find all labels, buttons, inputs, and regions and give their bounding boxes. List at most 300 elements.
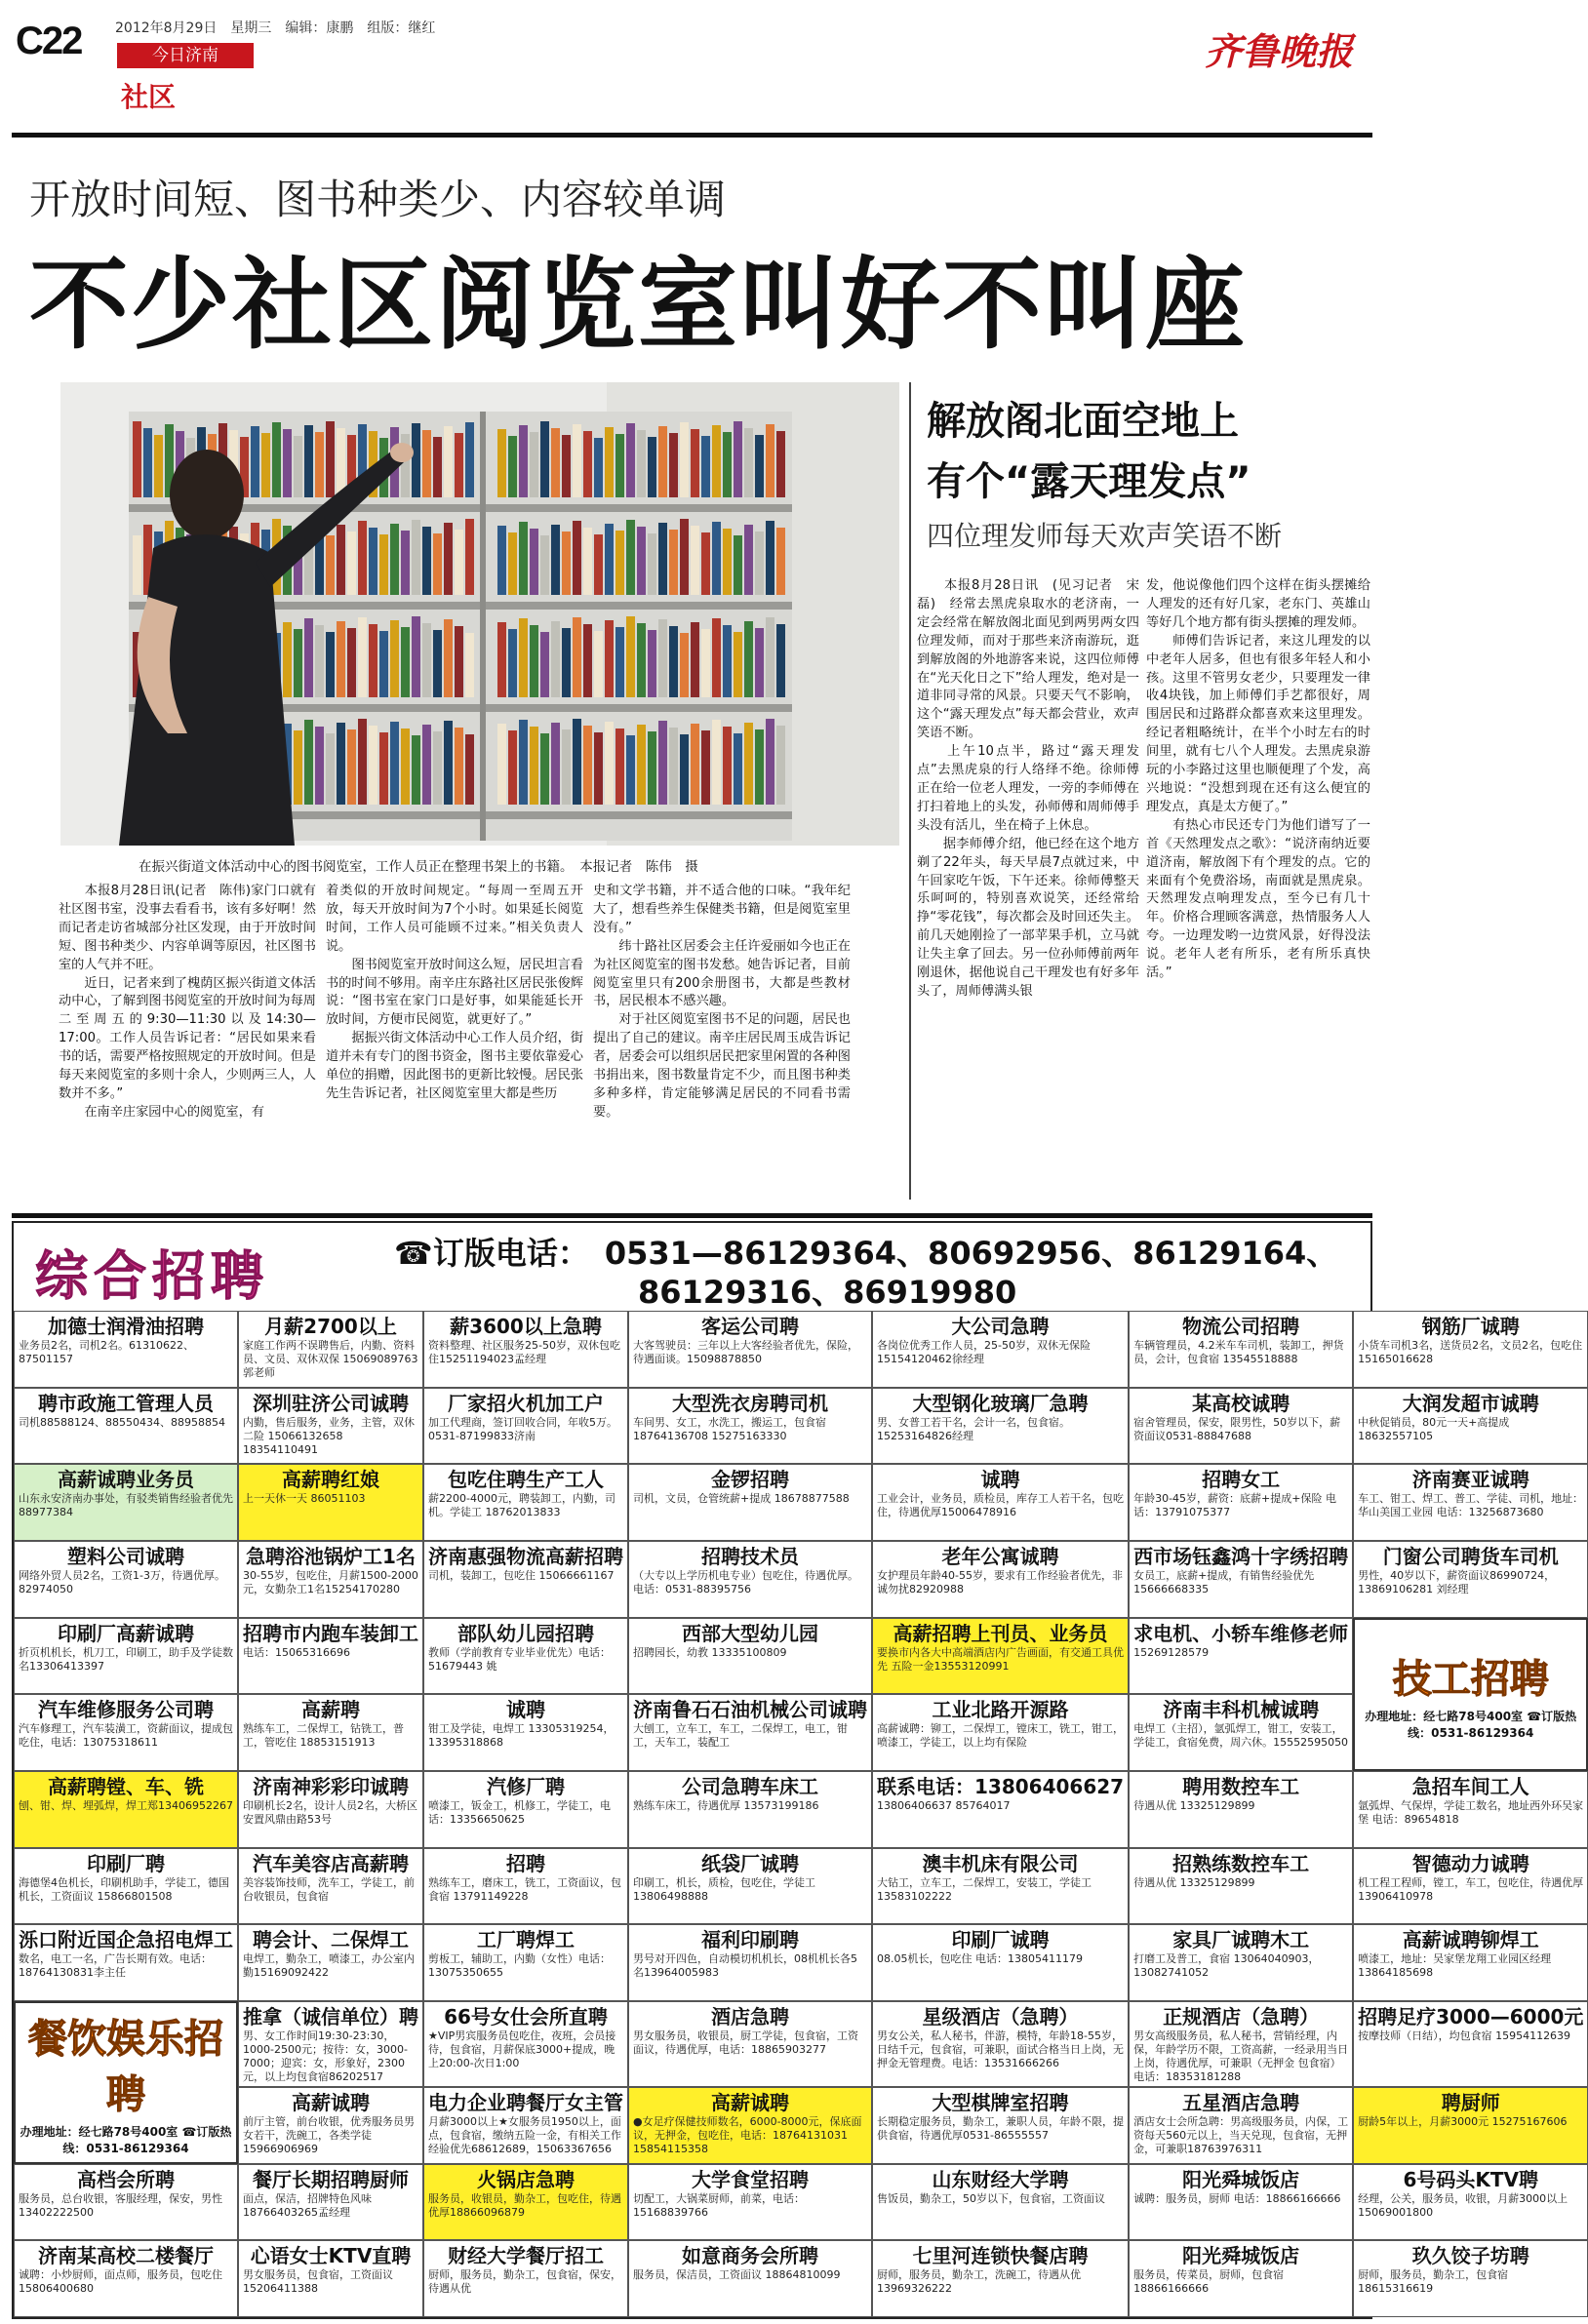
book-spine	[744, 428, 753, 497]
ad-title: 高薪聘镗、车、铣	[48, 1774, 204, 1798]
ad-body: 月薪3000以上★女服务员1950以上，面点，包食宿，缴纳五险一金，有相关工作经验优先68612689，15063367656	[428, 2114, 621, 2155]
ad-body: 经理，公关，服务员，收银，月薪3000以上 15069001800	[1358, 2191, 1568, 2219]
book-spine	[648, 731, 656, 805]
ad-body: 前厅主管，前台收银，优秀服务员男女若干，洗碗工，各类学徒 15966906969	[243, 2114, 415, 2155]
ad-title: 汽车美容店高薪聘	[253, 1851, 409, 1875]
book-spine	[691, 429, 699, 497]
book-spine	[766, 424, 774, 497]
ad-title: 济南鲁石石油机械公司诚聘	[633, 1698, 867, 1722]
ad-title: 汽车维修服务公司聘	[38, 1698, 214, 1722]
ad-title: 阳光舜城饭店	[1182, 2244, 1300, 2268]
ad-title: 客运公司聘	[701, 1315, 799, 1338]
ad-body: 氩弧焊、气保焊，学徒工数名，地址西外环吴家堡 电话：89654818	[1358, 1798, 1584, 1826]
ad-body: 大钻工，立车工，二保焊工，安装工，学徒工 13583102222	[877, 1875, 1092, 1903]
ad-title: 加德士润滑油招聘	[48, 1315, 204, 1338]
book-spine	[573, 617, 581, 697]
book-spine	[583, 624, 592, 697]
ad-cell	[238, 1618, 423, 1695]
ad-title: 电力企业聘餐厅女主管	[428, 2090, 623, 2114]
ad-cell	[1129, 1924, 1353, 2001]
ad-title: 福利印刷聘	[701, 1928, 799, 1952]
ad-cell	[14, 1848, 238, 1925]
article-subhead: 开放时间短、图书种类少、内容较单调	[29, 176, 727, 223]
ad-body: 男女公关，私人秘书，伴游，模特，年龄18-55岁，日结千元，包食宿，可兼职，面试合格当日上岗，无押金无管理费。电话：13531666266	[877, 2029, 1124, 2069]
book-spine	[326, 535, 335, 595]
book-spine	[337, 428, 345, 497]
ad-body: 小货车司机3名，送货员2名，文员2名，包吃住15165016628	[1358, 1339, 1583, 1365]
book-spine	[455, 728, 463, 805]
ad-cell	[14, 1771, 238, 1848]
ad-body: 男女服务员，包食宿，工资面议 15206411388	[243, 2268, 393, 2296]
ad-cell	[238, 1771, 423, 1848]
ad-cell	[872, 1541, 1129, 1618]
ad-title: 物流公司招聘	[1182, 1315, 1300, 1338]
ad-cell	[14, 1464, 238, 1541]
ad-cell	[872, 1924, 1129, 2001]
ad-title: 深圳驻济公司诚聘	[253, 1391, 409, 1415]
ad-cell	[872, 1388, 1129, 1465]
ad-cell	[628, 1388, 872, 1465]
book-spine	[626, 423, 635, 497]
ad-body: 司机88588124、88550434、88958854	[19, 1415, 225, 1429]
ad-title: 山东财经大学聘	[932, 2167, 1069, 2191]
ad-title: 心语女士KTV直聘	[250, 2244, 412, 2268]
ad-title: 工厂聘焊工	[477, 1928, 575, 1952]
ad-title: 聘用数控车工	[1182, 1774, 1300, 1798]
book-spine	[648, 437, 656, 497]
ad-cell	[872, 2164, 1129, 2241]
book-spine	[444, 721, 453, 805]
ad-body: 女员工，底薪+提成，有销售经验优先15666668335	[1133, 1568, 1315, 1595]
book-spine	[455, 626, 463, 697]
book-spine	[379, 534, 388, 595]
ad-cell	[14, 1694, 238, 1771]
book-spine	[605, 427, 614, 497]
page-number: C22	[16, 20, 82, 62]
ad-cell	[628, 1771, 872, 1848]
ads-title: 综合招聘	[35, 1245, 269, 1307]
ad-title: 大型钢化玻璃厂急聘	[912, 1391, 1089, 1415]
ad-title: 济南某高校二楼餐厅	[38, 2244, 214, 2268]
book-spine	[562, 729, 571, 805]
book-spine	[401, 627, 410, 697]
ad-body: 待遇从优 13325129899	[1133, 1798, 1255, 1812]
ad-title: 急招车间工人	[1411, 1774, 1529, 1798]
book-spine	[530, 727, 538, 805]
book-spine	[637, 430, 646, 497]
book-spine	[562, 435, 571, 497]
ad-promo-block	[1353, 1618, 1588, 1771]
article-column-3: 史和文学书籍，并不适合他的口味。“我年纪大了，想看些养生保健类书籍，但是阅览室里没有。” 纬十路社区居委会主任许爱丽如今也正在为社区阅览室的图书发愁。她告诉记者，目前阅览室里只有200余册图书，大都是些教材书，居民根本不感兴趣。 对于社区阅览室图书不足的问题，居民也提出了自己的建议。南辛庄居民周玉成告诉记者，居委会可以组织居民把家里闲置的各种图书捐出来，图书数量肯定不少，而且图书种类多种多样，肯定能够满足居民的不同看书需要。	[593, 884, 851, 1120]
book-spine	[755, 435, 764, 497]
book-spine	[422, 725, 431, 805]
ad-title: 火锅店急聘	[477, 2167, 575, 2191]
ad-title: 汽修厂聘	[487, 1774, 565, 1798]
book-spine	[337, 621, 345, 697]
book-spine	[358, 719, 367, 805]
ad-cell	[628, 1924, 872, 2001]
book-spine	[154, 435, 163, 497]
ad-cell	[628, 2087, 872, 2164]
ad-cell	[872, 1311, 1129, 1388]
book-spine	[691, 526, 699, 595]
ad-title: 高薪招聘上刊员、业务员	[893, 1621, 1108, 1645]
ad-cell	[423, 1848, 628, 1925]
ad-body: （大专以上学历机电专业）包吃住，待遇优厚。电话：0531-88395756	[633, 1568, 858, 1595]
book-spine	[648, 533, 656, 595]
ad-promo-info: 办理地址：经七路78号400室 ☎订版热线：0531-86129364	[20, 2125, 232, 2156]
ad-cell	[1129, 1771, 1353, 1848]
ad-cell	[14, 1311, 238, 1388]
ad-title: 招聘女工	[1202, 1468, 1281, 1492]
book-spine	[455, 530, 463, 595]
ad-cell	[423, 1541, 628, 1618]
ad-title: 急聘浴池锅炉工1名	[246, 1544, 416, 1568]
ad-body: ★VIP男宾服务员包吃住，夜班，会员接待，包食宿，月薪保底3000+提成，晚上20:00-次日1:00	[428, 2029, 616, 2069]
ad-body: 厨龄5年以上，月薪3000元 15275167606	[1358, 2114, 1568, 2128]
book-spine	[465, 633, 474, 697]
ad-title: 济南赛亚诚聘	[1411, 1468, 1529, 1492]
book-spine	[272, 422, 281, 497]
ad-title: 推拿（诚信单位）聘	[243, 2004, 418, 2029]
book-spine	[326, 632, 335, 697]
book-spine	[615, 531, 624, 595]
book-spine	[294, 730, 302, 805]
ad-body: 喷漆工，钣金工，机修工，学徒工，电话：13356650625	[428, 1798, 611, 1826]
ad-cell	[628, 1541, 872, 1618]
ad-body: 诚聘：服务员，厨师 电话：18866166666	[1133, 2191, 1341, 2205]
ad-body: 家庭工作两不误聘售后，内勤、资料员、文员、双休双保 15069089763郭老师	[243, 1339, 418, 1379]
ad-body: ●女足疗保健技师数名，6000-8000元，保底面议，无押金，包吃住，电话：18764131031 15854115358	[633, 2114, 862, 2155]
ad-body: 15269128579	[1133, 1645, 1210, 1659]
book-spine	[358, 617, 367, 697]
ad-title: 济南神彩彩印诚聘	[253, 1774, 409, 1798]
ad-body: 海德堡4色机长，印刷机助手，学徒工，德国机长，工资面议 15866801508	[19, 1875, 229, 1903]
ad-body: 大刨工，立车工，车工，二保焊工，电工，钳工，天车工，装配工	[633, 1722, 848, 1750]
ad-title: 大润发超市诚聘	[1402, 1391, 1539, 1415]
ad-body: 网络外贸人员2名，工资1-3万，待遇优厚。82974050	[19, 1568, 225, 1595]
book-spine	[283, 622, 292, 697]
book-spine	[326, 733, 335, 805]
book-spine	[648, 630, 656, 697]
ad-cell	[1353, 1848, 1588, 1925]
ad-cell	[238, 1694, 423, 1771]
book-spine	[497, 526, 506, 595]
ad-cell	[872, 1464, 1129, 1541]
book-spine	[691, 622, 699, 697]
ad-title: 6号码头KTV聘	[1403, 2167, 1539, 2191]
book-spine	[530, 432, 538, 497]
ad-title: 塑料公司诚聘	[67, 1544, 184, 1568]
ad-cell	[238, 2001, 423, 2087]
book-spine	[390, 722, 399, 805]
ad-body: 宿舍管理员，保安，限男性，50岁以下，薪资面议0531-88847688	[1133, 1415, 1341, 1442]
ad-cell	[238, 2240, 423, 2317]
book-spine	[358, 521, 367, 595]
ad-cell	[423, 2001, 628, 2087]
book-spine	[304, 425, 313, 497]
book-spine	[776, 528, 785, 595]
ad-body: 车工、钳工、焊工、普工、学徒、司机，地址：华山美国工业园 电话：13256873680	[1358, 1492, 1584, 1519]
ad-body: 酒店女士会所急聘：男高级服务员，内保，工资每天560元以上，当天兑现，包食宿，无押金，可兼职18763976311	[1133, 2114, 1349, 2155]
book-spine	[508, 730, 517, 805]
ad-body: 男、女普工若干名，会计一名，包食宿。15253164826经理	[877, 1415, 1070, 1442]
ad-title: 餐厅长期招聘厨师	[253, 2167, 409, 2191]
ad-body: 剪板工，辅助工，内勤（女性）电话：13075350655	[428, 1952, 611, 1980]
book-spine	[412, 423, 420, 497]
ad-body: 服务员，保洁员，工资面议 18864810099	[633, 2268, 841, 2282]
book-spine	[680, 422, 689, 497]
ad-body: 熟练车工，二保焊工，钻铣工，普工，管吃住 18853151913	[243, 1722, 404, 1750]
book-spine	[744, 525, 753, 595]
book-spine	[304, 720, 313, 805]
ad-cell	[423, 1464, 628, 1541]
ad-cell	[628, 1311, 872, 1388]
book-spine	[734, 632, 742, 697]
ad-title: 高薪诚聘铆焊工	[1402, 1928, 1539, 1952]
ad-cell	[628, 2240, 872, 2317]
book-spine	[304, 618, 313, 697]
book-spine	[712, 522, 721, 595]
book-spine	[369, 624, 377, 697]
ad-title: 如意商务会所聘	[682, 2244, 818, 2268]
book-spine	[369, 528, 377, 595]
book-spine	[573, 521, 581, 595]
book-spine	[562, 628, 571, 697]
ad-body: 男性，40岁以下，薪资面议86990724，13869106281 刘经理	[1358, 1568, 1556, 1595]
book-spine	[658, 619, 667, 697]
book-spine	[680, 734, 689, 805]
book-spine	[734, 421, 742, 497]
ads-banner	[14, 1223, 1370, 1311]
ad-title: 纸袋厂诚聘	[701, 1851, 799, 1875]
ad-cell	[1129, 1311, 1353, 1388]
book-spine	[583, 726, 592, 805]
ad-cell	[1353, 2164, 1588, 2241]
ad-cell	[14, 1618, 238, 1695]
ad-cell	[1129, 2164, 1353, 2241]
ad-body: 切配工，大锅菜厨师，前菜，电话：15168839766	[633, 2191, 805, 2219]
ad-body: 诚聘：小炒厨师，面点师，服务员，包吃住 15806400680	[19, 2268, 222, 2296]
book-spine	[540, 733, 549, 805]
book-spine	[573, 424, 581, 497]
book-spine	[712, 720, 721, 805]
ad-cell	[423, 2164, 628, 2241]
ad-cell	[1353, 2001, 1588, 2087]
ad-cell	[14, 1924, 238, 2001]
book-spine	[551, 428, 560, 497]
ad-body: 待遇从优 13325129899	[1133, 1875, 1255, 1889]
ad-body: 服务员，总台收银，客服经理，保安，男性 13402222500	[19, 2191, 222, 2219]
book-spine	[379, 631, 388, 697]
ad-cell	[1129, 1464, 1353, 1541]
book-spine	[401, 531, 410, 595]
ad-title: 高薪聘	[301, 1698, 360, 1722]
ad-title: 智德动力诚聘	[1411, 1851, 1529, 1875]
ad-cell	[1353, 1924, 1588, 2001]
book-spine	[680, 633, 689, 697]
ads-phone-line-1: ☎订版电话： 0531—86129364、80692956、86129164、	[394, 1235, 1338, 1272]
ad-title: 老年公寓诚聘	[941, 1544, 1059, 1568]
ad-body: 男、女工作时间19:30-23:30，1000-2500元；按待：女，3000-7000；迎宾：女，形象好，2300元，以上均包食宿86202517	[243, 2029, 408, 2083]
header-divider	[12, 133, 1372, 138]
book-spine	[347, 628, 356, 697]
ad-cell	[423, 1924, 628, 2001]
ad-title: 正规酒店（急聘）	[1163, 2004, 1320, 2029]
book-spine	[669, 728, 678, 805]
ads-divider	[12, 1213, 1372, 1218]
ad-body: 13806406637 85764017	[877, 1798, 1011, 1812]
ad-body: 上一天休一天 86051103	[243, 1492, 366, 1506]
ad-cell	[238, 2164, 423, 2241]
classified-ads	[12, 1221, 1584, 2319]
book-spine	[315, 432, 324, 497]
book-spine	[669, 626, 678, 697]
ad-cell	[872, 2087, 1129, 2164]
ad-title: 金锣招聘	[711, 1468, 789, 1492]
book-spine	[755, 729, 764, 805]
book-spine	[755, 532, 764, 595]
book-spine	[583, 528, 592, 595]
ad-cell	[872, 1618, 1129, 1695]
book-spine	[433, 630, 442, 697]
book-spine	[626, 520, 635, 595]
ad-cell	[238, 1541, 423, 1618]
book-spine	[766, 617, 774, 697]
book-spine	[712, 618, 721, 697]
ad-title: 澳丰机床有限公司	[922, 1851, 1079, 1875]
ad-title: 家具厂诚聘木工	[1172, 1928, 1310, 1952]
ad-cell	[238, 1464, 423, 1541]
book-spine	[551, 723, 560, 805]
book-spine	[594, 534, 603, 595]
book-spine	[583, 431, 592, 497]
ad-body: 按摩技师（日结），均包食宿 15954112639	[1358, 2029, 1571, 2042]
ad-body: 招聘园长，幼教 13335100809	[633, 1645, 787, 1659]
ad-body: 大客驾驶员：三年以上大客经验者优先，保险，待遇面谈。15098878850	[633, 1339, 858, 1365]
ad-body: 教师（学前教育专业毕业优先）电话：51679443 姚	[428, 1645, 611, 1673]
ad-title: 月薪2700以上	[264, 1315, 397, 1338]
ad-title: 某高校诚聘	[1192, 1391, 1290, 1415]
book-spine	[615, 627, 624, 697]
book-spine	[723, 625, 732, 697]
book-spine	[508, 532, 517, 595]
ad-title: 印刷厂诚聘	[951, 1928, 1050, 1952]
section-tab[interactable]: 今日济南	[117, 43, 254, 68]
book-spine	[712, 425, 721, 497]
ad-title: 玖久饺子坊聘	[1411, 2244, 1529, 2268]
library-photo	[60, 382, 899, 846]
ad-body: 印刷工，机长，质检，包吃住，学徒工 13806498888	[633, 1875, 815, 1903]
book-spine	[594, 438, 603, 497]
ad-title: 公司急聘车床工	[682, 1774, 818, 1798]
book-spine	[755, 628, 764, 697]
ad-title: 星级酒店（急聘）	[922, 2004, 1079, 2029]
ad-title: 大型棋牌室招聘	[932, 2090, 1069, 2114]
ad-cell	[1129, 1694, 1353, 1771]
ad-cell	[238, 1311, 423, 1388]
ad-title: 印刷厂聘	[87, 1851, 165, 1875]
book-spine	[422, 430, 431, 497]
book-spine	[315, 727, 324, 805]
ad-body: 30-55岁，包吃住，月薪1500-2000元，女勤杂工1名15254170280	[243, 1568, 418, 1595]
ad-body: 男女服务员，收银员，厨工学徒，包食宿，工资面议，待遇优厚，电话：18865903277	[633, 2029, 858, 2056]
ad-body: 数名，电工一名，广告长期有效。电话：18764130831李主任	[19, 1952, 212, 1980]
book-spine	[776, 726, 785, 805]
ad-body: 美容装饰技师，洗车工，学徒工，前台收银员，包食宿	[243, 1875, 415, 1903]
book-spine	[744, 723, 753, 805]
ad-title: 工业北路开源路	[932, 1698, 1069, 1722]
ad-cell	[14, 1388, 238, 1465]
book-spine	[626, 735, 635, 805]
ad-cell	[1129, 1618, 1353, 1695]
book-spine	[337, 525, 345, 595]
ad-promo-title: 技工招聘	[1392, 1656, 1549, 1702]
ad-cell	[14, 2164, 238, 2241]
ad-cell	[1129, 2240, 1353, 2317]
ad-title: 诚聘	[980, 1468, 1020, 1492]
book-spine	[390, 524, 399, 595]
book-spine	[347, 729, 356, 805]
ad-body: 熟练车工，磨床工，铣工，工资面议，包食宿 13791149228	[428, 1875, 621, 1903]
book-spine	[465, 519, 474, 595]
ad-cell	[872, 1694, 1129, 1771]
ad-body: 各岗位优秀工作人员，25-50岁，双休无保险 15154120462徐经理	[877, 1339, 1091, 1365]
ad-body: 刨、钳、焊、埋弧焊，焊工郑13406952267	[19, 1798, 233, 1812]
book-spine	[422, 623, 431, 697]
ad-body: 长期稳定服务员，勤杂工，兼职人员，年龄不限，提供食宿，待遇优厚0531-86555557	[877, 2114, 1124, 2142]
ad-body: 打磨工及普工，食宿 13064040903，13082741052	[1133, 1952, 1320, 1980]
sidebar-column-1: 本报8月28日讯 (见习记者 宋磊) 经常去黑虎泉取水的老济南，一定会经常在解放阁北面见到两男两女四位理发师，而对于那些来济南游玩，逛到解放阁的外地游客来说，这四位师傅在“光天化日之下”给人理发，绝对是一道非同寻常的风景。只要天气不影响，这个“露天理发点”每天都会营业，欢声笑语不断。 上午10点半，路过“露天理发点”去黑虎泉的行人络绎不绝。徐师傅正在给一位老人理发，一旁的李师傅在打扫着地上的头发，孙师傅和周师傅手头没有活儿，坐在椅子上休息。 据李师傅介绍，他已经在这个地方剃了22年头，每天早晨7点就过来，中午回家吃午饭，下午还来。徐师傅整天乐呵呵的，特别喜欢说笑，还经常给挣“零花钱”，每次都会及时回还失主。前几天她刚捡了一部苹果手机，立马就让失主拿了回去。另一位孙师傅前两年刚退休，据他说自己干理发也有好多年头了，周师傅满头银	[917, 578, 1139, 999]
ad-title: 五星酒店急聘	[1182, 2090, 1300, 2114]
ad-title: 高薪诚聘	[292, 2090, 370, 2114]
book-spine	[465, 734, 474, 805]
ad-body: 中秋促销员，80元一天+高提成18632557105	[1358, 1415, 1510, 1442]
date-editor-line: 2012年8月29日 星期三 编辑：康鹏 组版：继红	[115, 20, 436, 36]
ad-title: 招聘	[506, 1851, 545, 1875]
book-spine	[133, 421, 141, 497]
book-spine	[723, 727, 732, 805]
ad-title: 聘会计、二保焊工	[253, 1928, 409, 1952]
book-spine	[562, 532, 571, 595]
sidebar-divider	[909, 382, 911, 1200]
ad-cell	[238, 1388, 423, 1465]
book-spine	[701, 730, 710, 805]
book-spine	[669, 530, 678, 595]
ad-body: 钳工及学徒，电焊工 13305319254，13395318868	[428, 1722, 615, 1750]
book-spine	[637, 623, 646, 697]
ad-title: 厂家招火机加工户	[448, 1391, 604, 1415]
ad-body: 资料整理、社区服务25-50岁，双休包吃住15251194023孟经理	[428, 1339, 620, 1365]
book-spine	[605, 524, 614, 595]
ad-cell	[423, 2240, 628, 2317]
book-spine	[605, 620, 614, 697]
book-spine	[412, 735, 420, 805]
ad-body: 司机，装卸工，包吃住 15066661167	[428, 1568, 615, 1582]
book-spine	[519, 522, 528, 595]
book-spine	[605, 722, 614, 805]
book-spine	[508, 436, 517, 497]
ad-body: 高薪诚聘：铆工，二保焊工，镗床工，铣工，钳工，喷漆工，学徒工，以上均有保险	[877, 1722, 1124, 1750]
ad-body: 厨师，服务员，勤杂工，洗碗工，待遇从优 13969326222	[877, 2268, 1081, 2296]
book-spine	[626, 616, 635, 697]
ad-cell	[872, 2240, 1129, 2317]
ad-title: 印刷厂高薪诚聘	[58, 1621, 194, 1645]
ad-cell	[872, 2001, 1129, 2087]
book-spine	[369, 726, 377, 805]
ad-cell	[628, 1618, 872, 1695]
book-spine	[519, 425, 528, 497]
